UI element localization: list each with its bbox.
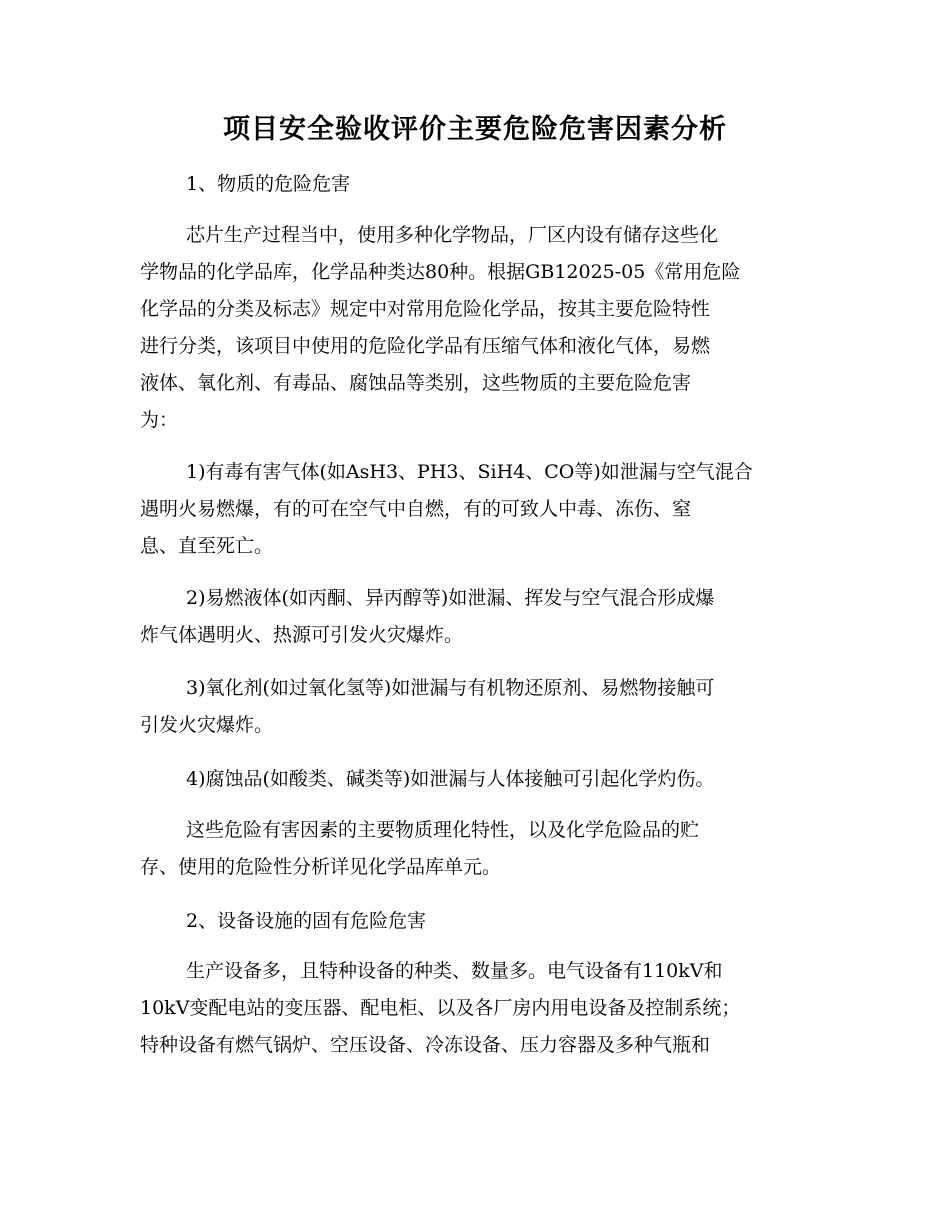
text-line: 1、物质的危险危害: [186, 173, 351, 195]
list-item-toxic-gases: [140, 454, 820, 565]
text-line: 生产设备多，且特种设备的种类、数量多。电气设备有110kV和: [186, 960, 723, 982]
list-item-oxidizers: [140, 670, 820, 744]
text-line: 存、使用的危险性分析详见化学品库单元。: [140, 856, 502, 878]
document-title: 项目安全验收评价主要危险危害因素分析: [223, 114, 727, 145]
text-line: 息、直至死亡。: [140, 535, 274, 557]
list-item-corrosives: [140, 761, 820, 798]
text-line: 学物品的化学品库，化学品种类达80种。根据GB12025-05《常用危险: [140, 261, 741, 283]
text-line: 进行分类，该项目中使用的危险化学品有压缩气体和液化气体，易燃: [140, 335, 711, 357]
paragraph-chemicals-overview: [140, 217, 820, 439]
text-line: 特种设备有燃气锅炉、空压设备、冷冻设备、压力容器及多种气瓶和: [140, 1034, 711, 1056]
text-line: 液体、氧化剂、有毒品、腐蚀品等类别，这些物质的主要危险危害: [140, 372, 692, 394]
text-line: 芯片生产过程当中，使用多种化学物品，厂区内设有储存这些化: [186, 224, 719, 246]
text-line: 为：: [140, 409, 179, 431]
section-heading-substance-hazards: [140, 166, 820, 203]
list-item-flammable-liquids: [140, 580, 820, 654]
text-line: 这些危险有害因素的主要物质理化特性，以及化学危险品的贮: [186, 819, 700, 841]
text-line: 化学品的分类及标志》规定中对常用危险化学品，按其主要危险特性: [140, 298, 711, 320]
text-line: 10kV变配电站的变压器、配电柜、以及各厂房内用电设备及控制系统；: [140, 997, 741, 1019]
text-line: 遇明火易燃爆，有的可在空气中自燃，有的可致人中毒、冻伤、窒: [140, 498, 692, 520]
text-line: 炸气体遇明火、热源可引发火灾爆炸。: [140, 624, 464, 646]
text-line: 2、设备设施的固有危险危害: [186, 910, 427, 932]
text-line: 引发火灾爆炸。: [140, 714, 274, 736]
text-line: 4)腐蚀品(如酸类、碱类等)如泄漏与人体接触可引起化学灼伤。: [186, 768, 715, 790]
section-heading-equipment-hazards: [140, 903, 820, 940]
text-line: 2)易燃液体(如丙酮、异丙醇等)如泄漏、挥发与空气混合形成爆: [186, 587, 715, 609]
text-line: 3)氧化剂(如过氧化氢等)如泄漏与有机物还原剂、易燃物接触可: [186, 677, 715, 699]
text-line: 1)有毒有害气体(如AsH3、PH3、SiH4、CO等)如泄漏与空气混合: [186, 461, 753, 483]
paragraph-properties-reference: [140, 812, 820, 886]
paragraph-equipment-overview: [140, 953, 820, 1064]
